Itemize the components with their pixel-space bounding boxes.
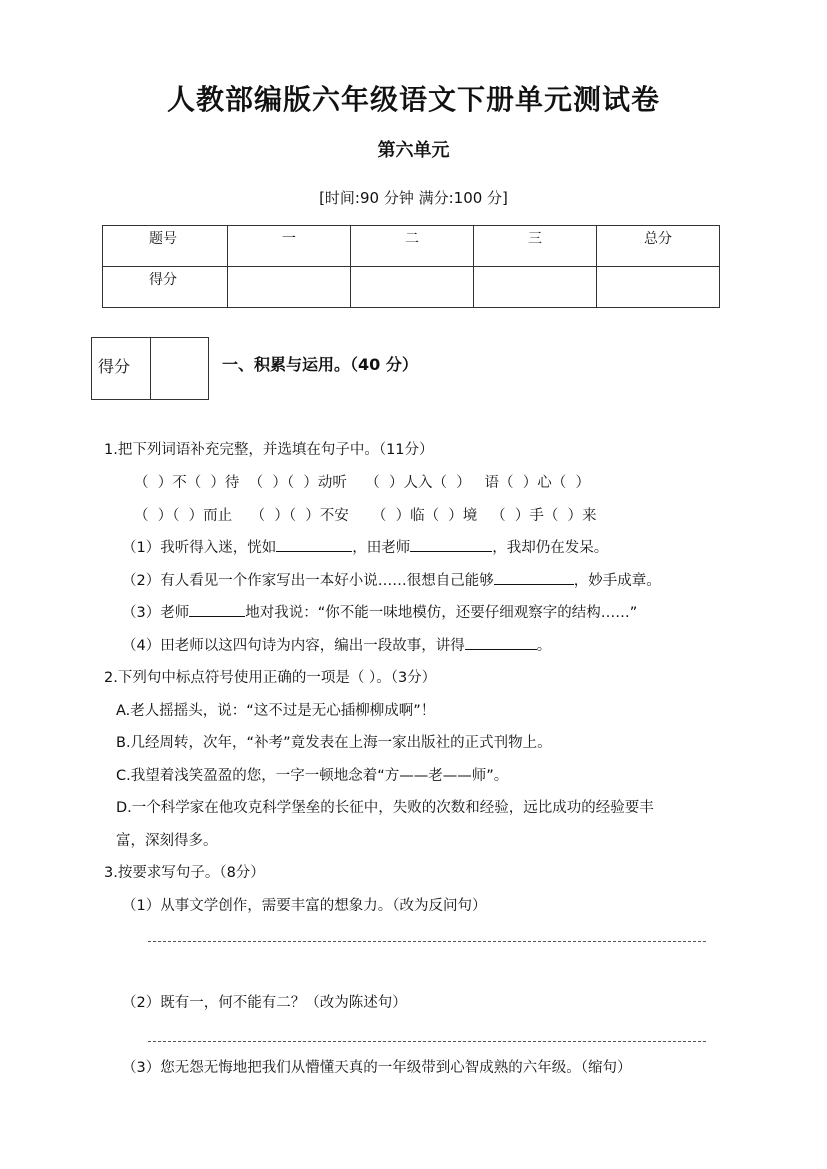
q1-sentence-4 <box>122 634 551 655</box>
score-table-row-label: 得分 <box>103 267 228 308</box>
score-table-header-cell: 三 <box>474 226 597 267</box>
score-cell[interactable] <box>597 267 720 308</box>
q2-option-a[interactable]: A.老人摇摇头，说：“这不过是无心插柳柳成啊”！ <box>116 703 436 719</box>
q2-option-d[interactable]: D.一个科学家在他攻克科学堡垒的长征中，失败的次数和经验，远比成功的经验要丰 <box>116 800 654 816</box>
q3-sentence-1: （1）从事文学创作，需要丰富的想象力。（改为反问句） <box>122 898 487 914</box>
section-score-label: 得分 <box>98 357 131 376</box>
score-table-header-cell: 题号 <box>103 226 228 267</box>
score-table-score-row <box>103 267 720 308</box>
fill-blank[interactable] <box>189 602 245 617</box>
q1-s2-text-a: （2）有人看见一个作家写出一本好小说……很想自己能够 <box>122 573 494 589</box>
fill-blank[interactable] <box>494 570 574 585</box>
q1-words-row2: （ ）（ ）而止 （ ）（ ）不安 （ ）临（ ）境 （ ）手（ ）来 <box>134 508 597 524</box>
time-info: [时间:90 分钟 满分:100 分] <box>319 189 508 207</box>
fill-blank[interactable] <box>465 635 537 650</box>
score-cell[interactable] <box>228 267 351 308</box>
q1-s4-text-a: （4）田老师以这四句诗为内容，编出一段故事，讲得 <box>122 638 465 654</box>
q1-s1-text-b: ，田老师 <box>352 540 411 556</box>
score-table <box>102 225 720 308</box>
answer-line[interactable] <box>148 941 706 942</box>
score-cell[interactable] <box>351 267 474 308</box>
page-title: 人教部编版六年级语文下册单元测试卷 <box>166 83 660 116</box>
score-table-header-cell: 总分 <box>597 226 720 267</box>
fill-blank[interactable] <box>276 537 352 552</box>
score-table-header-cell: 一 <box>228 226 351 267</box>
answer-line[interactable] <box>148 1041 706 1042</box>
q2-option-d-continued: 富，深刻得多。 <box>116 833 218 849</box>
score-box-divider <box>150 338 151 399</box>
score-cell[interactable] <box>474 267 597 308</box>
section-score-box <box>91 337 209 400</box>
q1-sentence-2 <box>122 569 661 590</box>
fill-blank[interactable] <box>410 537 492 552</box>
q2-option-c[interactable]: C.我望着浅笑盈盈的您，一字一顿地念着“方——老——师”。 <box>116 768 509 784</box>
unit-subtitle: 第六单元 <box>377 140 450 161</box>
q2-stem: 2.下列句中标点符号使用正确的一项是（ ）。（3分） <box>104 670 437 686</box>
q3-sentence-2: （2）既有一，何不能有二？（改为陈述句） <box>122 995 407 1011</box>
q1-s3-text-a: （3）老师 <box>122 605 190 621</box>
section-heading: 一、积累与运用。（40 分） <box>222 355 418 374</box>
q2-option-b[interactable]: B.几经周转，次年，“补考”竟发表在上海一家出版社的正式刊物上。 <box>116 735 552 751</box>
score-table-header-row <box>103 226 720 267</box>
q1-s4-text-b: 。 <box>536 638 552 654</box>
q1-s1-text-c: ，我却仍在发呆。 <box>492 540 609 556</box>
q1-sentence-3 <box>122 601 637 622</box>
q1-stem: 1.把下列词语补充完整，并选填在句子中。（11分） <box>104 442 434 458</box>
q1-words-row1: （ ）不（ ）待 （ ）（ ）动听 （ ）人入（ ） 语（ ）心（ ） <box>134 475 590 491</box>
score-table-header-cell: 二 <box>351 226 474 267</box>
q3-sentence-3: （3）您无怨无悔地把我们从懵懂天真的一年级带到心智成熟的六年级。（缩句） <box>122 1060 632 1076</box>
q1-s1-text-a: （1）我听得入迷，恍如 <box>122 540 277 556</box>
q1-s2-text-b: ，妙手成章。 <box>573 573 661 589</box>
q1-sentence-1 <box>122 536 608 557</box>
q3-stem: 3.按要求写句子。（8分） <box>104 865 265 881</box>
q1-s3-text-b: 地对我说：“你不能一味地模仿，还要仔细观察字的结构……” <box>245 605 638 621</box>
